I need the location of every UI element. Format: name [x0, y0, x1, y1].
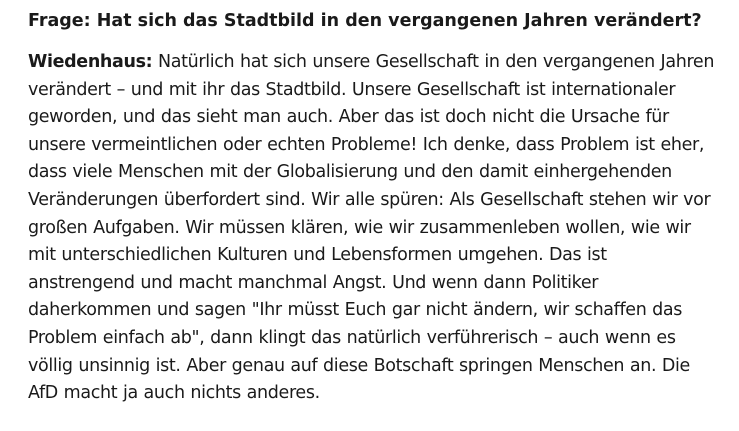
answer-line-3: geworden, und das sieht man auch. Aber das ist doch nicht die Ursache für	[28, 107, 669, 128]
answer-line-12: völlig unsinnig ist. Aber genau auf diese Botschaft springen Menschen an. Die	[28, 355, 690, 376]
answer-line-10: daherkommen und sagen "Ihr müsst Euch gar nicht ändern, wir schaffen das	[28, 300, 683, 321]
answer-line-11: Problem einfach ab", dann klingt das natürlich verführerisch – auch wenn es	[28, 327, 676, 348]
answer-line-2: verändert – und mit ihr das Stadtbild. Unsere Gesellschaft ist internationaler	[28, 79, 676, 100]
answer-text: Natürlich hat sich unsere Gesellschaft in den vergangenen Jahren	[152, 52, 715, 72]
answer-line-7: großen Aufgaben. Wir müssen klären, wie wir zusammenleben wollen, wie wir	[28, 217, 691, 238]
answer-line-13: AfD macht ja auch nichts anderes.	[28, 383, 320, 404]
interview-question: Frage: Hat sich das Stadtbild in den vergangenen Jahren verändert?	[28, 11, 702, 31]
answer-line-4: unsere vermeintlichen oder echten Probleme! Ich denke, dass Problem ist eher,	[28, 134, 705, 155]
answer-line-9: anstrengend und macht manchmal Angst. Und wenn dann Politiker	[28, 272, 599, 293]
answer-line-6: Veränderungen überfordert sind. Wir alle spüren: Als Gesellschaft stehen wir vor	[28, 189, 711, 210]
speaker-name: Wiedenhaus:	[28, 52, 153, 72]
answer-line-1	[28, 49, 715, 77]
interview-answer	[28, 49, 715, 408]
answer-line-5: dass viele Menschen mit der Globalisierung und den damit einhergehenden	[28, 162, 672, 183]
answer-line-8: mit unterschiedlichen Kulturen und Lebensformen umgehen. Das ist	[28, 245, 607, 266]
